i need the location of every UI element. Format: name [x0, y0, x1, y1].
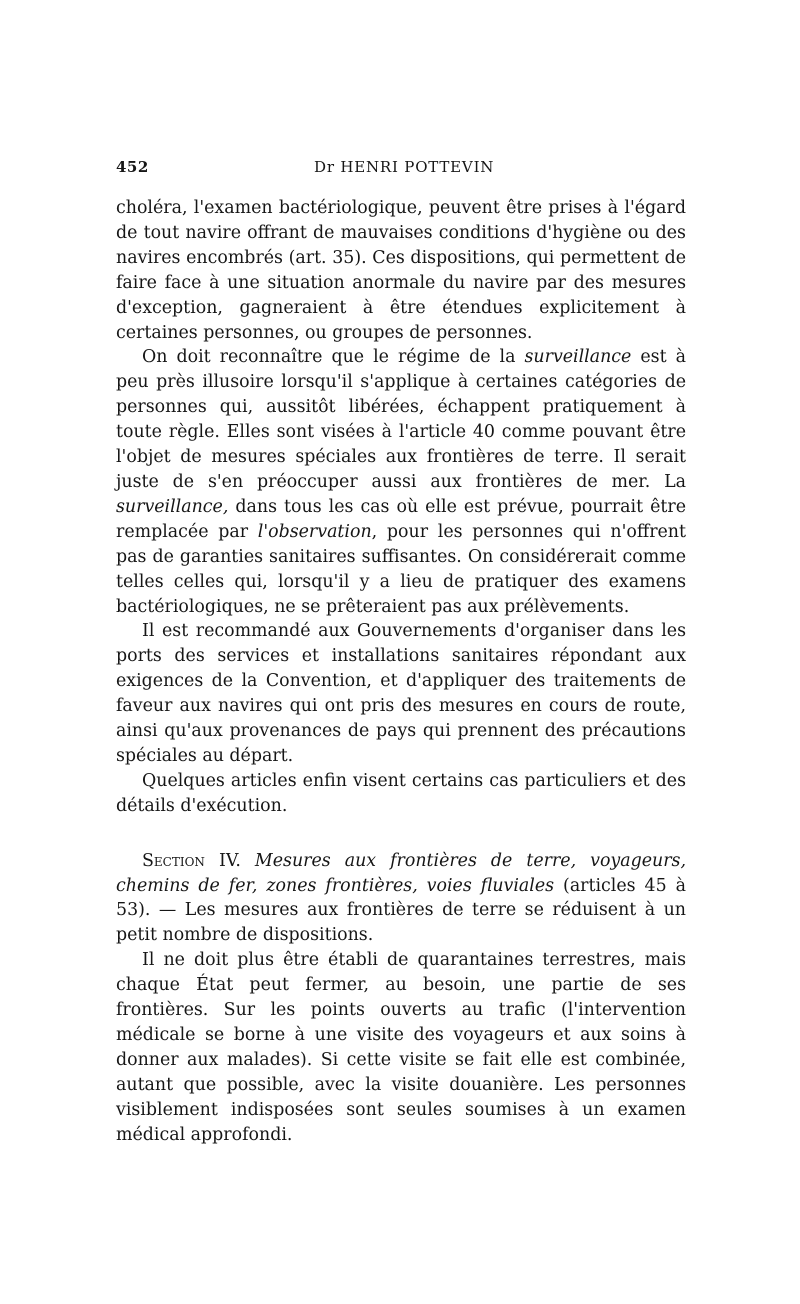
paragraph-2: [116, 345, 686, 619]
page-number: 452: [116, 158, 149, 176]
paragraph-1: choléra, l'examen bactériologique, peuvent être prises à l'égard de tout navire offrant de mauvaises conditions d'hygiène ou des navires encombrés (art. 35). Ces dispositions, qui permettent de faire face à une situation anormale du navire par des mesures d'exception, gagneraient à être étendues explicitement à certaines personnes, ou groupes de personnes.: [116, 198, 686, 343]
page-header: [116, 158, 686, 182]
paragraph-2-italic-surveillance-2: surveillance,: [116, 496, 229, 517]
body-text: [116, 196, 686, 1148]
section-title: Mesures aux frontières de terre, voyageurs, chemins de fer, zones frontières, voies fluviales: [116, 850, 686, 896]
paragraph-2-part-a: On doit reconnaître que le régime de la: [142, 347, 525, 368]
running-head: Dr HENRI POTTEVIN: [314, 158, 495, 176]
paragraph-5: Il ne doit plus être établi de quarantaines terrestres, mais chaque État peut fermer, au besoin, une partie de ses frontières. Sur les points ouverts au trafic (l'intervention médicale se borne à une visite des voyageurs et aux soins à donner aux malades). Si cette visite se fait elle est combinée, autant que possible, avec la visite douanière. Les personnes visiblement indisposées sont seules soumises à un examen médical approfondi.: [116, 950, 686, 1145]
paragraph-2-part-d: , pour les personnes qui n'offrent pas de garanties sanitaires suffisantes. On considérerait comme telles celles qui, lorsqu'il y a lieu de pratiquer des examens bactériologiques, ne se prêteraient pas aux prélèvements.: [116, 521, 686, 617]
paragraph-2-part-c: dans tous les cas où elle est prévue, pourrait être remplacée par: [116, 496, 686, 542]
paragraph-2-italic-observation: l'observation: [257, 521, 372, 542]
paragraph-3: Il est recommandé aux Gouvernements d'organiser dans les ports des services et installations sanitaires répondant aux exigences de la Convention, et d'appliquer des traitements de faveur aux navires qui ont pris des mesures en cours de route, ainsi qu'aux provenances de pays qui prennent des précautions spéciales au départ.: [116, 621, 686, 766]
section-iv-paragraph: [116, 849, 686, 949]
section-label: Section IV.: [142, 850, 241, 871]
paragraph-4: Quelques articles enfin visent certains cas particuliers et des détails d'exécution.: [116, 770, 686, 816]
paragraph-2-italic-surveillance: surveillance: [524, 347, 632, 368]
paragraph-2-part-b: est à peu près illusoire lorsqu'il s'applique à certaines catégories de personnes qui, aussitôt libérées, échappent pratiquement à toute règle. Elles sont visées à l'article 40 comme pouvant être l'objet de mesures spéciales aux frontières de terre. Il serait juste de s'en préoccuper aussi aux frontières de mer. La: [116, 347, 686, 492]
section-intro-text: (articles 45 à 53). — Les mesures aux frontières de terre se réduisent à un petit nombre de dispositions.: [116, 875, 686, 946]
